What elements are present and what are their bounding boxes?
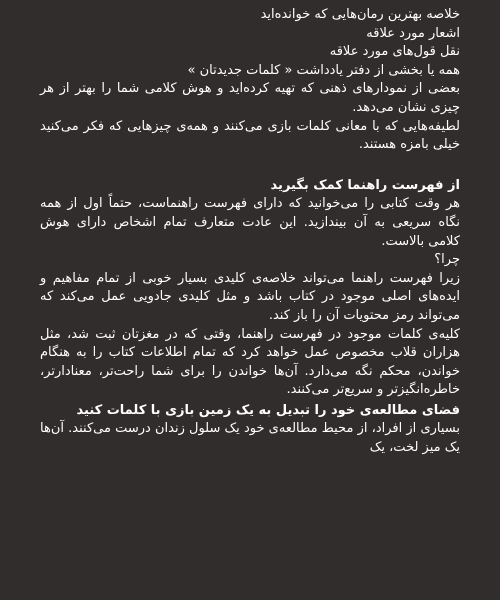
intro-paragraph-jokes: لطیفه‌هایی که با معانی کلمات بازی می‌کنند و همه‌ی چیزهایی که فکر می‌کنید خیلی بامزه هستند. (40, 118, 460, 153)
playground-paragraph-prison: بسیاری از افراد، از محیط مطالعه‌ی خود یک سلول زندان درست می‌کنند. آن‌ها یک میز لخت، یک (40, 421, 460, 456)
intro-line-notebook: همه یا بخشی از دفتر یادداشت « کلمات جدیدتان » (187, 62, 460, 78)
section-heading-index: از فهرست راهنما کمک بگیرید (270, 177, 460, 193)
intro-line-poems: اشعار مورد علاقه (366, 25, 460, 41)
index-paragraph-hooks: کلیه‌ی کلمات موجود در فهرست راهنما، وقتی که در مغزتان ثبت شد، مثل هزاران قلاب مخصوص عمل خواهد کرد که تمام اطلاعات کتاب را به هنگام خواندن، محکم نگه می‌دارد. آن‌ها خواندن را برای شما راحت‌تر، معنادارتر، خاطره‌انگیزتر و سریع‌تر می‌کنند. (40, 326, 460, 398)
index-paragraph-habit: هر وقت کتابی را می‌خوانید که دارای فهرست راهنماست، حتماً اول از همه نگاه سریعی به آن بیندازید. این عادت متعارف تمام اشخاص دارای هوش کلامی بالاست. (40, 196, 460, 249)
intro-line-quotes: نقل قول‌های مورد علاقه (329, 44, 460, 60)
section-heading-playground: فضای مطالعه‌ی خود را تبدیل به یک زمین بازی با کلمات کنید (76, 402, 460, 418)
index-paragraph-key: زیرا فهرست راهنما می‌تواند خلاصه‌ی کلیدی بسیار خوبی از تمام مفاهیم و ایده‌های اصلی موجود در کتاب باشد و مثل کلیدی جادویی عمل می‌کند که می‌تواند رمز محتویات آن را باز کند. (40, 270, 460, 323)
index-question: چرا؟ (434, 252, 460, 268)
intro-paragraph-mindmaps: بعضی از نمودارهای ذهنی که تهیه کرده‌اید و هوش کلامی شما را بهتر از هر چیزی نشان می‌دهد. (40, 81, 460, 115)
intro-line-novels: خلاصه بهترین رمان‌هایی که خوانده‌اید (260, 7, 460, 22)
